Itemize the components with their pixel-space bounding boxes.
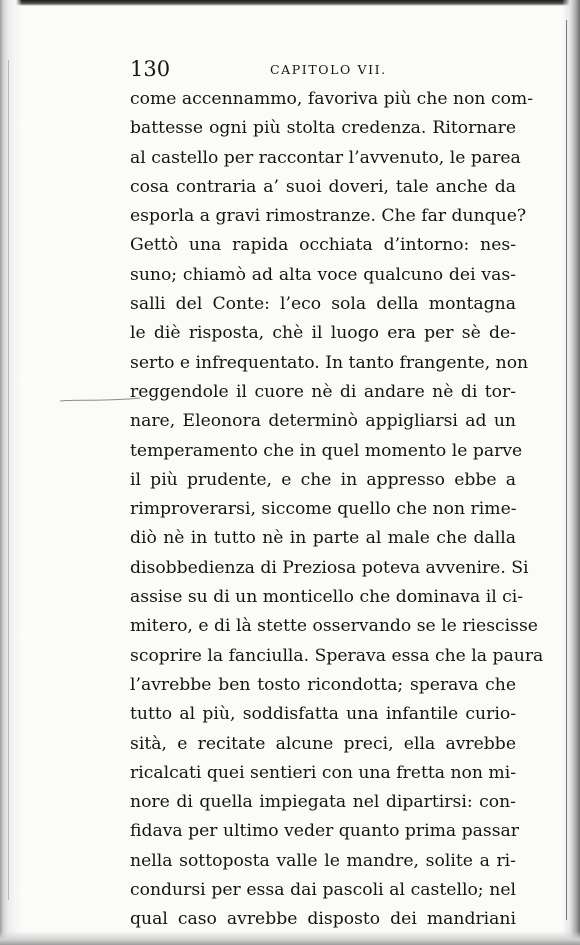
text-line: reggendole il cuore nè di andare nè di tor- xyxy=(130,381,516,402)
text-line: rimproverarsi, siccome quello che non rime- xyxy=(130,499,517,520)
text-line: disobbedienza di Preziosa poteva avvenire. Si xyxy=(130,557,529,578)
text-line: temperamento che in quel momento le parve xyxy=(130,440,523,461)
page-right-edge-shadow xyxy=(562,0,580,945)
body-text xyxy=(130,85,544,935)
running-head: CAPITOLO VII. xyxy=(270,62,387,77)
text-line: condursi per essa dai pascoli al castello; nel xyxy=(130,880,516,901)
text-line: il più prudente, e che in appresso ebbe a xyxy=(130,469,516,490)
text-line: al castello per raccontar l’avvenuto, le parea xyxy=(130,147,521,168)
text-line: come accennammo, favoriva più che non com- xyxy=(130,89,534,109)
text-line: esporla a gravi rimostranze. Che far dunque? xyxy=(130,206,527,227)
text-line: battesse ogni più stolta credenza. Ritornare xyxy=(130,118,516,139)
text-line: qual caso avrebbe disposto dei mandriani xyxy=(130,909,516,930)
text-line: scoprire la fanciulla. Sperava essa che la paura xyxy=(130,645,544,666)
text-line: tutto al più, soddisfatta una infantile curio- xyxy=(130,704,516,725)
text-line: le diè risposta, chè il luogo era per sè de- xyxy=(130,323,516,344)
text-line: Gettò una rapida occhiata d’intorno: nes- xyxy=(130,235,516,256)
page-header xyxy=(130,55,516,85)
text-line: salli del Conte: l’eco sola della montagna xyxy=(130,294,516,315)
text-line: serto e infrequentato. In tanto frangente, non xyxy=(130,352,529,373)
text-line: ricalcati quei sentieri con una fretta non mi- xyxy=(130,762,517,783)
text-line: nare, Eleonora determinò appigliarsi ad un xyxy=(130,411,516,432)
text-line: nella sottoposta valle le mandre, solite a ri- xyxy=(130,850,516,871)
text-line: sità, e recitate alcune preci, ella avrebbe xyxy=(130,733,516,754)
text-line: assise su di un monticello che dominava il ci- xyxy=(130,587,524,608)
text-line: mitero, e di là stette osservando se le riescisse xyxy=(130,616,538,637)
text-line: l’avrebbe ben tosto ricondotta; sperava che xyxy=(130,674,516,695)
pencil-underline-mark xyxy=(60,395,140,407)
text-line: fidava per ultimo veder quanto prima passar xyxy=(130,821,519,842)
page-left-edge-shadow xyxy=(0,0,22,945)
text-line: suno; chiamò ad alta voce qualcuno dei vas- xyxy=(130,264,516,285)
text-line: diò nè in tutto nè in parte al male che dalla xyxy=(130,528,516,549)
page-left-edge-line xyxy=(8,60,9,900)
page-right-edge-line xyxy=(566,20,567,920)
text-line: cosa contraria a’ suoi doveri, tale anche da xyxy=(130,176,516,197)
page-top-edge-shadow xyxy=(0,0,580,6)
page-number: 130 xyxy=(130,57,171,81)
text-line: nore di quella impiegata nel dipartirsi: con- xyxy=(130,792,516,813)
